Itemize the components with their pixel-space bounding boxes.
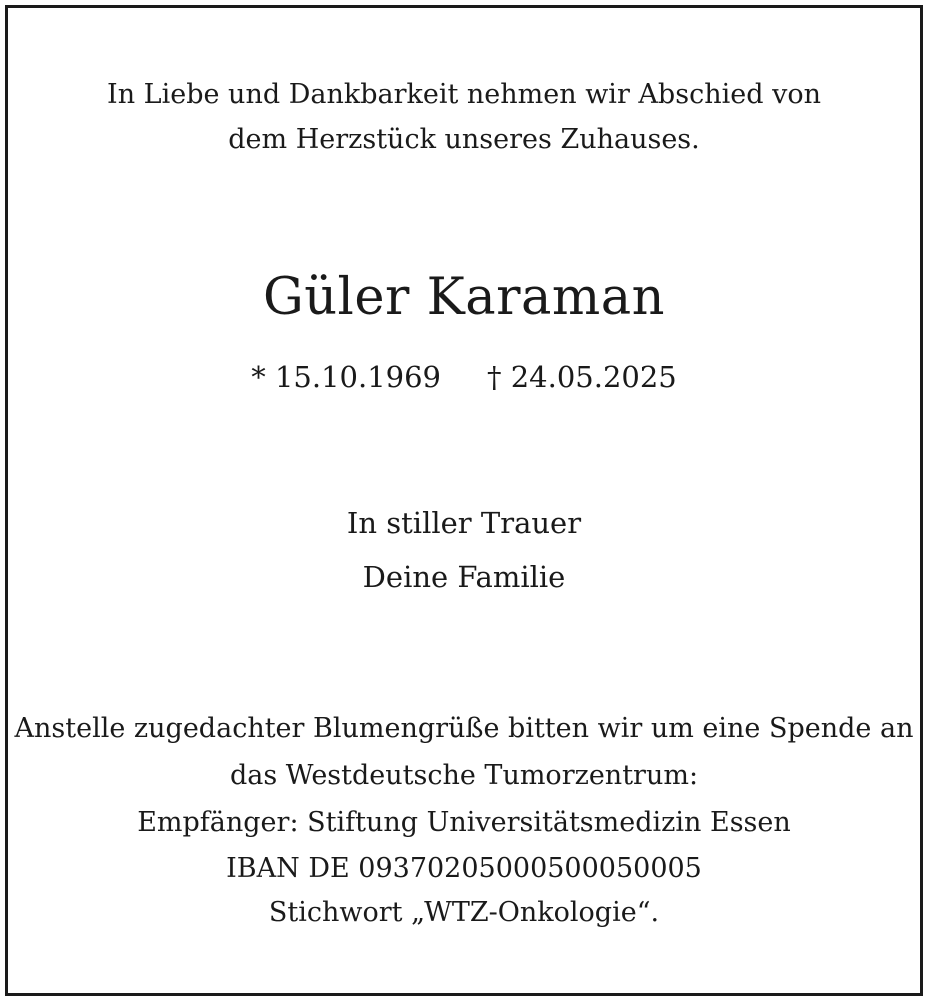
deceased-name: Güler Karaman — [262, 268, 666, 327]
donation-line: das Westdeutsche Tumorzentrum: — [229, 760, 699, 791]
death-date: † 24.05.2025 — [487, 360, 677, 394]
donation-line: Anstelle zugedachter Blumengrüße bitten wir um eine Spende an — [14, 713, 914, 744]
birth-date: * 15.10.1969 — [251, 360, 441, 394]
donation-recipient: Empfänger: Stiftung Universitätsmedizin Essen — [137, 807, 791, 838]
mourning-line: In stiller Trauer — [346, 506, 582, 540]
life-dates — [0, 360, 928, 394]
intro-line-1: In Liebe und Dankbarkeit nehmen wir Abschied von — [107, 79, 821, 110]
donation-iban: IBAN DE 09370205000500050005 — [226, 853, 702, 884]
intro-line-2: dem Herzstück unseres Zuhauses. — [228, 124, 700, 155]
donation-keyword: Stichwort „WTZ-Onkologie“. — [268, 897, 660, 928]
family-signature: Deine Familie — [362, 560, 566, 594]
